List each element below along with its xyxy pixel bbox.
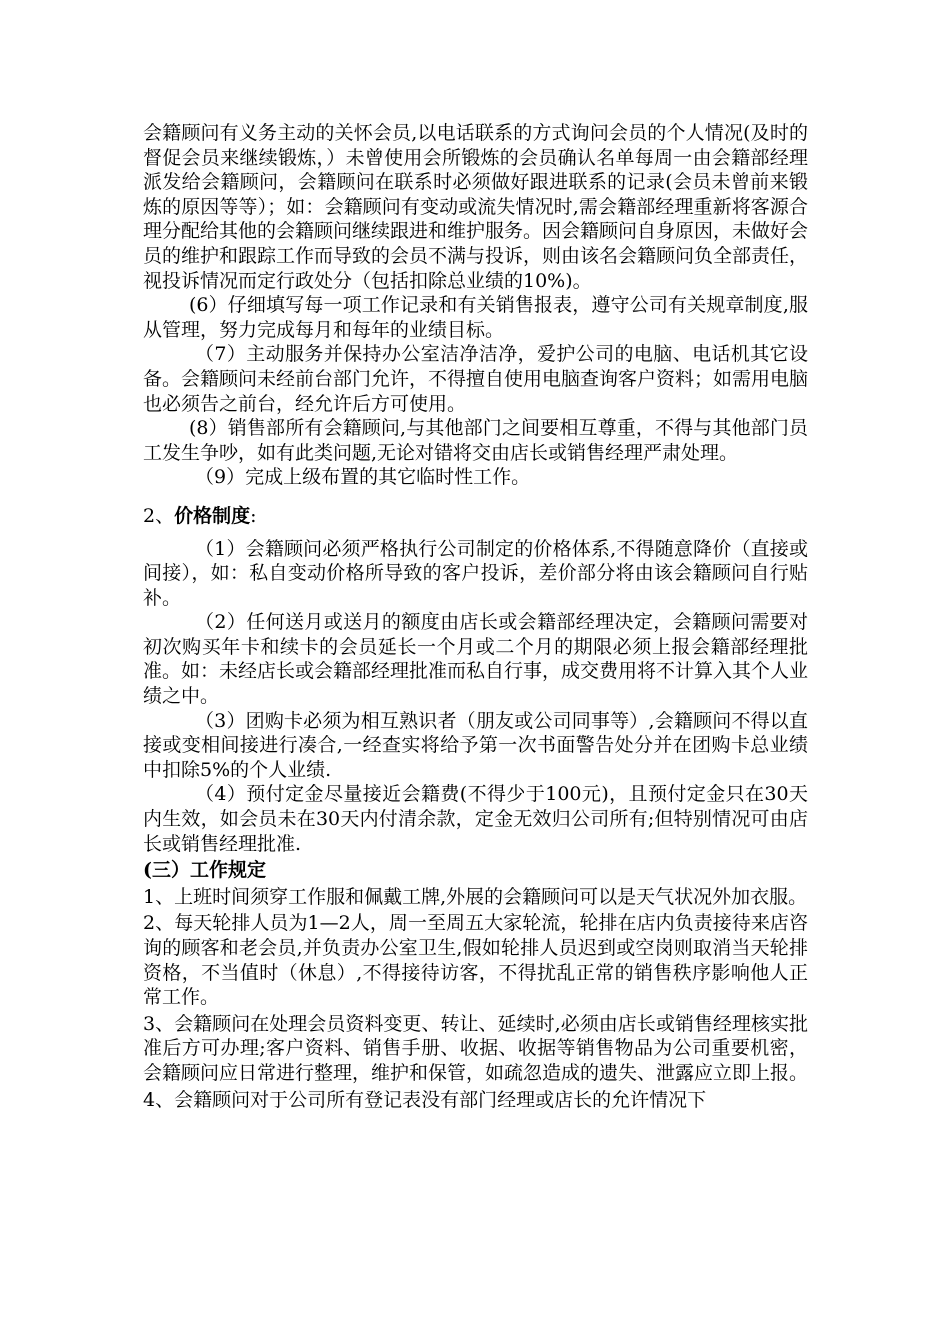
intro-paragraph: 会籍顾问有义务主动的关怀会员,以电话联系的方式询问会员的个人情况(及时的督促会员来继续锻炼，）未曾使用会所锻炼的会员确认名单每周一由会籍部经理派发给会籍顾问，会籍顾问在联系时必须做好跟进联系的记录(会员未曾前来锻炼的原因等等）；如：会籍顾问有变动或流失情况时,需会籍部经理重新将客源合理分配给其他的会籍顾问继续跟进和维护服务。因会籍顾问自身原因，未做好会员的维护和跟踪工作而导致的会员不满与投诉，则由该名会籍顾问负全部责任，视投诉情况而定行政处分（包括扣除总业绩的10%)。 <box>143 122 809 292</box>
price-item-4: （4）预付定金尽量接近会籍费(不得少于100元)，且预付定金只在30天内生效，如会员未在30天内付清余款，定金无效归公司所有;但特别情况可由店长或销售经理批准. <box>143 783 808 855</box>
price-heading-number: 2、 <box>143 504 175 527</box>
price-section-heading <box>143 504 808 529</box>
duty-item-8: (8）销售部所有会籍顾问,与其他部门之间要相互尊重，不得与其他部门员工发生争吵，如有此类问题,无论对错将交由店长或销售经理严肃处理。 <box>143 417 808 464</box>
price-item-1: （1）会籍顾问必须严格执行公司制定的价格体系,不得随意降价（直接或间接），如：私自变动价格所导致的客户投诉，差价部分将由该会籍顾问自行贴补。 <box>143 537 808 609</box>
work-rules-heading: (三）工作规定 <box>143 859 266 882</box>
duty-item-7: （7）主动服务并保持办公室洁净洁净，爱护公司的电脑、电话机其它设备。会籍顾问未经前台部门允许，不得擅自使用电脑查询客户资料；如需用电脑也必须告之前台，经允许后方可使用。 <box>143 343 809 415</box>
document-body <box>143 121 808 1112</box>
duty-item-6: (6）仔细填写每一项工作记录和有关销售报表，遵守公司有关规章制度,服从管理，努力完成每月和每年的业绩目标。 <box>143 294 808 341</box>
work-rule-1: 1、上班时间须穿工作服和佩戴工牌,外展的会籍顾问可以是天气状况外加衣服。 <box>143 885 808 908</box>
price-heading-colon: : <box>250 504 257 527</box>
work-rule-3: 3、会籍顾问在处理会员资料变更、转让、延续时,必须由店长或销售经理核实批准后方可办理;客户资料、销售手册、收据、收据等销售物品为公司重要机密，会籍顾问应日常进行整理，维护和保管，如疏忽造成的遗失、泄露应立即上报。 <box>143 1012 809 1084</box>
price-item-3: （3）团购卡必须为相互熟识者（朋友或公司同事等）,会籍顾问不得以直接或变相间接进行凑合,一经查实将给予第一次书面警告处分并在团购卡总业绩中扣除5%的个人业绩. <box>143 709 808 781</box>
work-rule-4: 4、会籍顾问对于公司所有登记表没有部门经理或店长的允许情况下 <box>143 1088 707 1111</box>
price-item-2: （2）任何送月或送月的额度由店长或会籍部经理决定，会籍顾问需要对初次购买年卡和续卡的会员延长一个月或二个月的期限必须上报会籍部经理批准。如：未经店长或会籍部经理批准而私自行事，成交费用将不计算入其个人业绩之中。 <box>143 611 809 708</box>
work-rule-2: 2、每天轮排人员为1—2人，周一至周五大家轮流，轮排在店内负责接待来店咨询的顾客和老会员,并负责办公室卫生,假如轮排人员迟到或空岗则取消当天轮排资格，不当值时（休息）,不得接待访客，不得扰乱正常的销售秩序影响他人正常工作。 <box>143 912 808 1009</box>
duty-item-9: （9）完成上级布置的其它临时性工作。 <box>195 466 531 489</box>
price-heading-text: 价格制度 <box>174 504 251 527</box>
